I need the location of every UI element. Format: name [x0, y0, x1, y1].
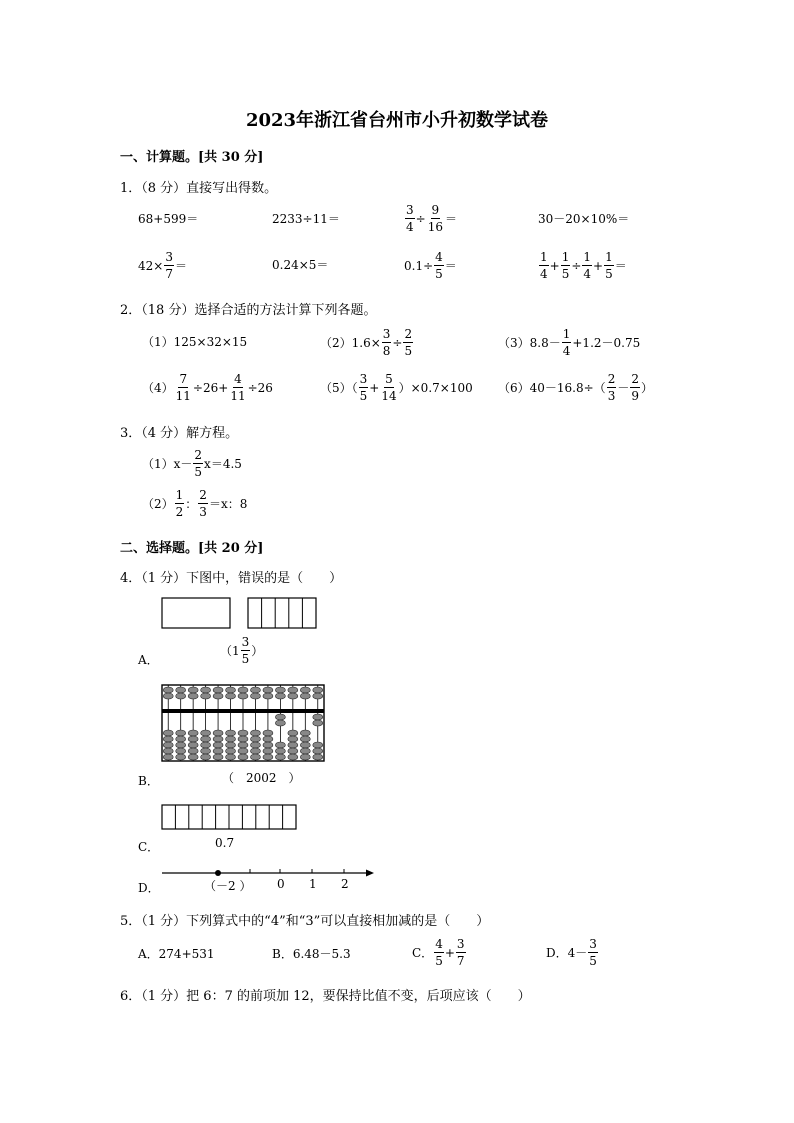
q4-option-c-strip — [160, 803, 300, 831]
q2-part-4: （4） $\frac{7}{11}$ ÷26+ $\frac{4}{11}$ ÷26 — [142, 372, 273, 403]
question-5-stem: 5．（1 分）下列算式中的“4”和“3”可以直接相加减的是（ ） — [120, 914, 490, 929]
q3-equation-1: （1）x－ $\frac{2}{5}$ x＝4.5 — [142, 448, 242, 479]
q4-option-d-point-label: （－2 ） — [204, 879, 252, 893]
section-heading-calculation: 一、计算题。[共 30 分] — [120, 150, 264, 165]
q2-part-2: （2）1.6× $\frac{3}{8}$ ÷ $\frac{2}{5}$ — [320, 327, 413, 358]
q5-option-c[interactable]: C． $\frac{4}{5}$ + $\frac{3}{7}$ — [412, 937, 465, 968]
q2-part-1: （1）125×32×15 — [142, 335, 248, 349]
number-line-tick-2: 2 — [341, 877, 349, 891]
q4-option-d-label[interactable]: D． — [138, 881, 160, 895]
section-heading-choice: 二、选择题。[共 20 分] — [120, 541, 264, 556]
question-6-stem: 6．（1 分）把 6：7 的前项加 12，要保持比值不变，后项应该（ ） — [120, 989, 531, 1004]
number-line-tick-0: 0 — [277, 877, 285, 891]
q1-expression-1: 68+599＝ — [138, 212, 199, 226]
q1-expression-4: 30－20×10%＝ — [538, 212, 630, 226]
q4-option-c-label[interactable]: C． — [138, 840, 160, 854]
q3-equation-2: （2） $\frac{1}{2}$ ： $\frac{2}{3}$ ＝x：8 — [142, 488, 248, 519]
q1-expression-5: 42× $\frac{3}{7}$ ＝ — [138, 250, 187, 281]
q5-option-d[interactable]: D．4－ $\frac{3}{5}$ — [546, 937, 597, 968]
q1-expression-7: 0.1÷ $\frac{4}{5}$ ＝ — [404, 250, 457, 281]
number-line-tick-1: 1 — [309, 877, 317, 891]
question-4-stem: 4．（1 分）下图中，错误的是（ ） — [120, 571, 343, 586]
q4-option-b-caption: （ 2002 ） — [222, 771, 301, 785]
q4-option-b-label[interactable]: B． — [138, 774, 159, 788]
question-3-stem: 3．（4 分）解方程。 — [120, 426, 239, 441]
question-2-stem: 2．（18 分）选择合适的方法计算下列各题。 — [120, 303, 377, 318]
q4-option-a-label[interactable]: A． — [138, 653, 159, 667]
question-1-stem: 1．（8 分）直接写出得数。 — [120, 181, 278, 196]
page-title: 2023年浙江省台州市小升初数学试卷 — [245, 110, 549, 131]
q5-option-b[interactable]: B．6.48－5.3 — [272, 947, 351, 961]
q2-part-3: （3）8.8－ $\frac{1}{4}$ +1.2－0.75 — [498, 327, 641, 358]
q1-expression-6: 0.24×5＝ — [272, 258, 329, 272]
q4-option-a-caption: （ 1 $\frac{3}{5}$ ） — [220, 635, 264, 666]
q1-expression-2: 2233÷11＝ — [272, 212, 340, 226]
q1-expression-3: $\frac{3}{4}$ ÷ $\frac{9}{16}$ ＝ — [406, 203, 457, 234]
q4-option-a-rectangles — [160, 596, 320, 630]
q4-option-c-caption: 0.7 — [215, 836, 235, 850]
q4-option-b-abacus — [160, 683, 326, 763]
q2-part-6: （6）40－16.8÷（ $\frac{2}{3}$ － $\frac{2}{9}$ ） — [498, 372, 653, 403]
q5-option-a[interactable]: A．274+531 — [138, 947, 215, 961]
q2-part-5: （5）（ $\frac{3}{5}$ + $\frac{5}{14}$ ）×0.7×100 — [320, 372, 473, 403]
q1-expression-8: $\frac{1}{4}$ + $\frac{1}{5}$ ÷ $\frac{1}{4}$ + $\frac{1}{5}$ ＝ — [540, 250, 627, 281]
